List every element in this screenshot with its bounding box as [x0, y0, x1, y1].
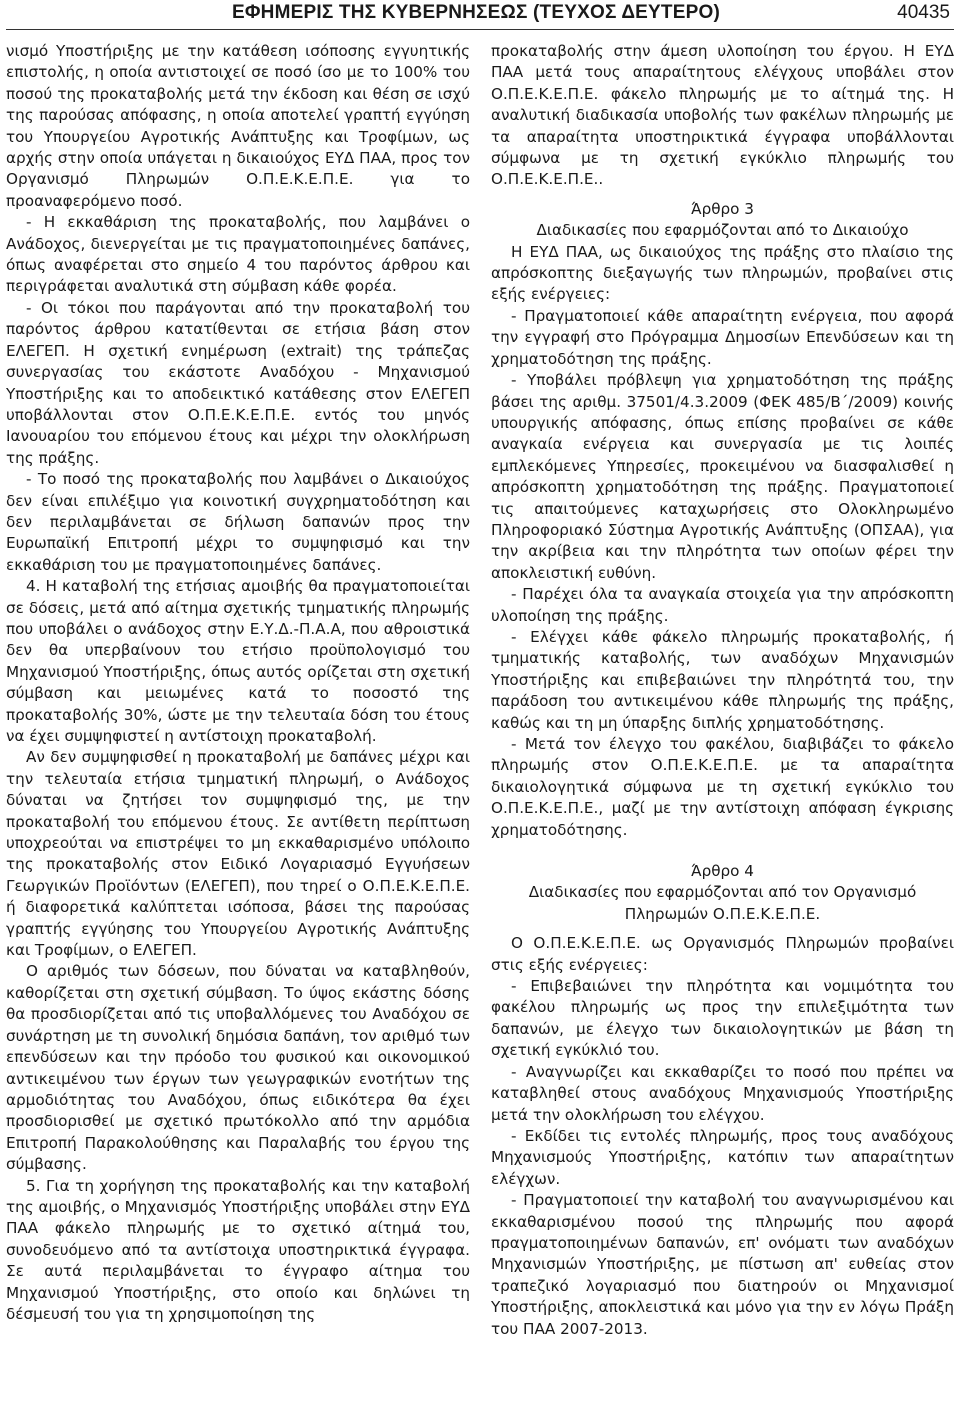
left-column [6, 41, 470, 1325]
paragraph: 5. Για τη χορήγηση της προκαταβολής και την καταβολή της αμοιβής, ο Μηχανισμός Υποστήριξης υποβάλει στην ΕΥΔ ΠΑΑ φάκελο πληρωμής με το σχετικό αίτημά του, συνοδευόμενο από τα αντίστοιχα υποστηρικτικά έγγραφα. Σε αυτά περιλαμβάνεται το έγγραφο αίτημα του Μηχανισμού Υποστήριξης, στο οποίο και δηλώνει τη δέσμευσή του για τη χρησιμοποίηση της [6, 1176, 470, 1323]
right-column [491, 41, 954, 1340]
paragraph: Αν δεν συμψηφισθεί η προκαταβολή με δαπάνες μέχρι και την τελευταία ετήσια τμηματική πληρωμή, ο Ανάδοχος δύναται να ζητήσει τον συμψηφισμό της, με την προκαταβολή του επόμενου έτους. Σε αντίθετη περίπτωση υποχρεούται να επιστρέψει το μη εκκαθαρισμένο υπόλοιπο της προκαταβολής στον Ειδικό Λογαριασμό Εγγυήσεων Γεωργικών Προϊόντων (ΕΛΕΓΕΠ), που τηρεί ο Ο.Π.Ε.Κ.Ε.Π.Ε. ή διαφορετικά καλύπτεται ισόποσα, βάσει της παρούσας γραπτής εγγύησης του Υπουργείου Αγροτικής Ανάπτυξης και Τροφίμων, ο ΕΛΕΓΕΠ. [6, 748, 470, 960]
paragraph: - Η εκκαθάριση της προκαταβολής, που λαμβάνει ο Ανάδοχος, διενεργείται με τις πραγματοποιημένες δαπάνες, όπως αναφέρεται στο σημείο 4 του παρόντος άρθρου και περιγράφεται αναλυτικά στη σύμβαση κάθε φορέα. [6, 213, 470, 296]
paragraph: - Οι τόκοι που παράγονται από την προκαταβολή του παρόντος άρθρου κατατίθενται σε ετήσια βάση στον ΕΛΕΓΕΠ. Η σχετική ενημέρωση (extrait) της τράπεζας συνεργασίας του εκάστοτε Αναδόχου - Μηχανισμού Υποστήριξης και το αποδεικτικό κατάθεσης στον ΕΛΕΓΕΠ υποβάλλονται στον Ο.Π.Ε.Κ.Ε.Π.Ε. εντός του μηνός Ιανουαρίου του επόμενου έτους και μέχρι την ολοκλήρωση της πράξης. [6, 298, 470, 467]
paragraph: - Ελέγχει κάθε φάκελο πληρωμής προκαταβολής, ή τμηματικής καταβολής, των αναδόχων Μηχανισμών Υποστήριξης και επιβεβαιώνει την πληρότητά του, την παράδοση του αντικειμένου κάθε πληρωμής της πράξης, καθώς και τη μη ύπαρξης διπλής χρηματοδότησης. [491, 627, 954, 732]
paragraph: - Υποβάλει πρόβλεψη για χρηματοδότηση της πράξης βάσει της αριθμ. 37501/4.3.2009 (ΦΕΚ 485/Β΄/2009) κοινής υπουργικής απόφασης, όπως επίσης προβαίνει σε κάθε αναγκαία ενέργεια και συνεργασία με τις λοιπές εμπλεκόμενες Υπηρεσίες, προκειμένου να διασφαλισθεί η απρόσκοπτη χρηματοδότηση της πράξης. Πραγματοποιεί τις απαιτούμενες καταχωρήσεις στο Ολοκληρωμένο Πληροφοριακό Σύστημα Αγροτικής Ανάπτυξης (ΟΠΣΑΑ), για την ακρίβεια και την πληρότητα των οποίων φέρει την αποκλειστική ευθύνη. [491, 371, 954, 582]
article-3-subheading: Διαδικασίες που εφαρμόζονται από το Δικαιούχο [536, 221, 909, 240]
paragraph: - Εκδίδει τις εντολές πληρωμής, προς τους αναδόχους Μηχανισμούς Υποστήριξης, κατόπιν των απαραίτητων ελέγχων. [491, 1126, 954, 1188]
page-number: 40435 [897, 2, 950, 23]
paragraph: Η ΕΥΔ ΠΑΑ, ως δικαιούχος της πράξης στο πλαίσιο της απρόσκοπτης διεξαγωγής των πληρωμών, προβαίνει στις εξής ενέργειες: [491, 242, 954, 304]
paragraph: - Το ποσό της προκαταβολής που λαμβάνει ο Δικαιούχος δεν είναι επιλέξιμο για κοινοτική συγχρηματοδότηση και δεν περιλαμβάνεται σε δήλωση δαπανών προς την Ευρωπαϊκή Επιτροπή μέχρι το συμψηφισμό και την εκκαθάριση του με πραγματοποιημένες δαπάνες. [6, 470, 470, 574]
page-header [0, 0, 960, 32]
paragraph: Ο αριθμός των δόσεων, που δύναται να καταβληθούν, καθορίζεται στη σχετική σύμβαση. Το ύψος εκάστης δόσης θα προσδιορίζεται από τις υποβαλλόμενες του Αναδόχου σε συνάρτηση με τη συνολική δημόσια δαπάνη, τον αριθμό των επενδύσεων και την πρόοδο του φυσικού και οικονομικού αντικειμένου των έργων των γεωγραφικών ενοτήτων της αρμοδιότητας του Αναδόχου, όπως ειδικότερα θα έχει προσδιορισθεί με σχετικό πρωτόκολλο από την αρμόδια Επιτροπή Παρακολούθησης και Παραλαβής του έργου της σύμβασης. [6, 962, 470, 1174]
paragraph: - Επιβεβαιώνει την πληρότητα και νομιμότητα του φακέλου πληρωμής ως προς την επιλεξιμότητα των δαπανών, με έλεγχο των δικαιολογητικών με βάση τη σχετική εγκύκλιό του. [491, 977, 954, 1060]
paragraph: - Μετά τον έλεγχο του φακέλου, διαβιβάζει το φάκελο πληρωμής στον Ο.Π.Ε.Κ.Ε.Π.Ε. με τα απαραίτητα δικαιολογητικά σύμφωνα με τη σχετική εγκύκλιο του Ο.Π.Ε.Κ.Ε.Π.Ε., μαζί με την αντίστοιχη απόφαση έγκρισης χρηματοδότησης. [491, 735, 954, 839]
paragraph: 4. Η καταβολή της ετήσιας αμοιβής θα πραγματοποιείται σε δόσεις, μετά από αίτημα σχετικής τμηματικής πληρωμής που υποβάλει ο ανάδοχος στην Ε.Υ.Δ.-Π.Α.Α, που αθροιστικά δεν θα υπερβαίνουν του ετήσιο προϋπολογισμό του Μηχανισμού Υποστήριξης, όπως αυτός ορίζεται στη σχετική σύμβαση και μειωμένες κατά το ποσοστό της προκαταβολής 30%, ώστε με την τελευταία δόση του έτους να έχει συμψηφιστεί η αντίστοιχη προκαταβολή. [6, 577, 470, 745]
paragraph: - Πραγματοποιεί την καταβολή του αναγνωρισμένου και εκκαθαρισμένου ποσού της πληρωμής που αφορά πραγματοποιημένων δαπανών, επ' ονόματι των αναδόχων Μηχανισμών Υποστήριξης, με πίστωση απ' ευθείας στον τραπεζικό λογαριασμό που διατηρούν οι Μηχανισμοί Υποστήριξης, αποκλειστικά και μόνο για την εν λόγω Πράξη του ΠΑΑ 2007-2013. [491, 1191, 954, 1338]
paragraph: - Παρέχει όλα τα αναγκαία στοιχεία για την απρόσκοπτη υλοποίηση της πράξης. [491, 585, 954, 625]
paragraph: Ο Ο.Π.Ε.Κ.Ε.Π.Ε. ως Οργανισμός Πληρωμών προβαίνει στις εξής ενέργειες: [491, 934, 954, 974]
paragraph: νισμό Υποστήριξης με την κατάθεση ισόποσης εγγυητικής επιστολής, η οποία αντιστοιχεί σε ποσό ίσο με το 100% του ποσού της προκαταβολής μετά την έκδοση και θέση σε ισχύ της παρούσας απόφασης, η οποία αποτελεί γραπτή εγγύηση του Υπουργείου Αγροτικής Ανάπτυξης και Τροφίμων, ως αρχής στην οποία υπάγεται η δικαιούχος ΕΥΔ ΠΑΑ, προς τον Οργανισμό Πληρωμών Ο.Π.Ε.Κ.Ε.Π.Ε. για το προαναφερόμενο ποσό. [6, 42, 470, 210]
paragraph: προκαταβολής στην άμεση υλοποίηση του έργου. Η ΕΥΔ ΠΑΑ μετά τους απαραίτητους ελέγχους υποβάλει στον Ο.Π.Ε.Κ.Ε.Π.Ε. φάκελο πληρωμής με το αίτημά της. Η αναλυτική διαδικασία υποβολής των φακέλων πληρωμής με τα απαραίτητα υποστηρικτικά έγγραφα υποβάλλονται σύμφωνα με τη σχετική εγκύκλιο πληρωμής του Ο.Π.Ε.Κ.Ε.Π.Ε.. [491, 42, 954, 189]
paragraph: - Αναγνωρίζει και εκκαθαρίζει το ποσό που πρέπει να καταβληθεί στους αναδόχους Μηχανισμούς Υποστήριξης μετά την ολοκλήρωση του ελέγχου. [491, 1062, 954, 1124]
article-4-subheading: Διαδικασίες που εφαρμόζονται από τον Οργανισμό Πληρωμών Ο.Π.Ε.Κ.Ε.Π.Ε. [528, 883, 917, 923]
article-4-heading: Άρθρο 4 [691, 862, 754, 881]
header-rule [6, 29, 954, 30]
paragraph: - Πραγματοποιεί κάθε απαραίτητη ενέργεια, που αφορά την εγγραφή στο Πρόγραμμα Δημοσίων Επενδύσεων και τη χρηματοδότηση της πράξης. [491, 306, 954, 368]
gazette-title: ΕΦΗΜΕΡΙΣ ΤΗΣ ΚΥΒΕΡΝΗΣΕΩΣ (ΤΕΥΧΟΣ ΔΕΥΤΕΡΟ) [232, 2, 720, 23]
article-3-heading: Άρθρο 3 [691, 199, 754, 218]
